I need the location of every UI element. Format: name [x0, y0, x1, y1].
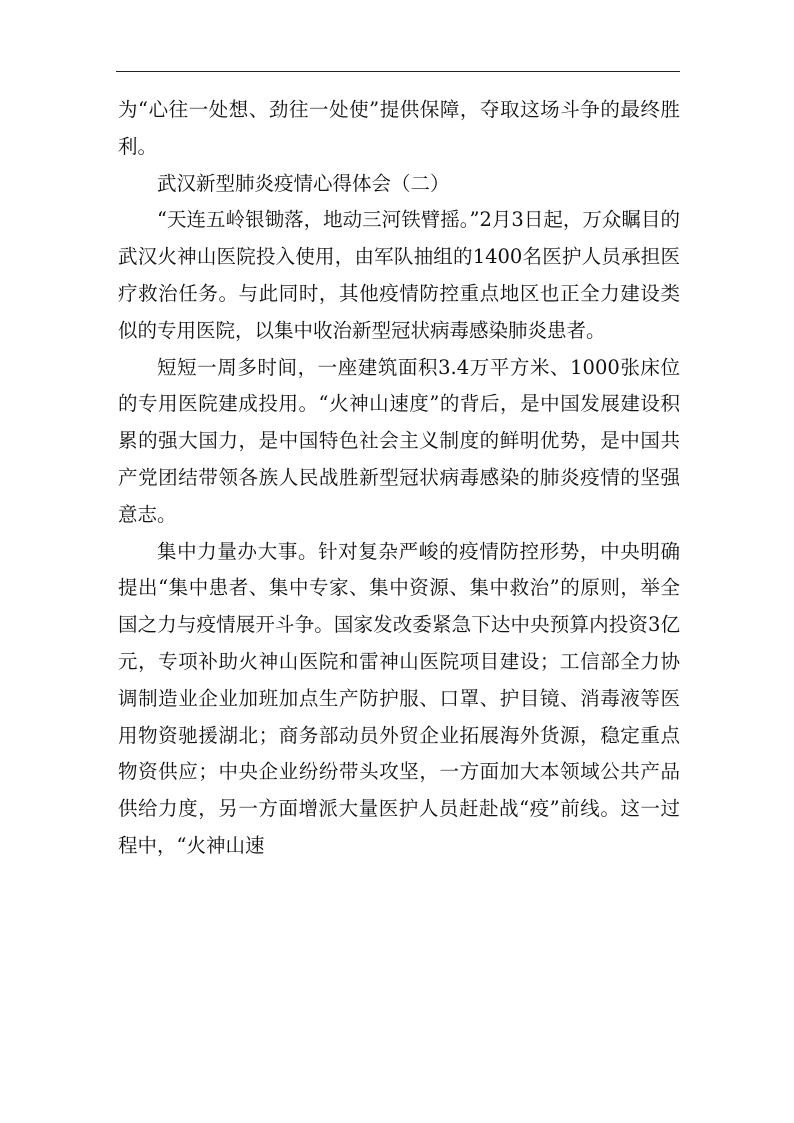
paragraph-speed: 短短一周多时间，一座建筑面积3.4万平方米、1000张床位的专用医院建成投用。“火神山速度”的背后，是中国发展建设积累的强大国力，是中国特色社会主义制度的鲜明优势，是中国共产党团结带领各族人民战胜新型冠状病毒感染的肺炎疫情的坚强意志。 — [118, 355, 680, 526]
paragraph-intro: “天连五岭银锄落，地动三河铁臂摇。”2月3日起，万众瞩目的武汉火神山医院投入使用，由军队抽组的1400名医护人员承担医疗救治任务。与此同时，其他疫情防控重点地区也正全力建设类似的专用医院，以集中收治新型冠状病毒感染肺炎患者。 — [118, 208, 680, 342]
header-rule — [116, 71, 680, 72]
document-body — [118, 92, 680, 865]
paragraph-continuation: 为“心往一处想、劲往一处使”提供保障，夺取这场斗争的最终胜利。 — [118, 98, 680, 158]
section-title: 武汉新型肺炎疫情心得体会（二） — [157, 171, 450, 195]
paragraph-concentrate: 集中力量办大事。针对复杂严峻的疫情防控形势，中央明确提出“集中患者、集中专家、集中资源、集中救治”的原则，举全国之力与疫情展开斗争。国家发改委紧急下达中央预算内投资3亿元，专项补助火神山医院和雷神山医院项目建设；工信部全力协调制造业企业加班加点生产防护服、口罩、护目镜、消毒液等医用物资驰援湖北；商务部动员外贸企业拓展海外货源，稳定重点物资供应；中央企业纷纷带头攻坚，一方面加大本领域公共产品供给力度，另一方面增派大量医护人员赶赴战“疫”前线。这一过程中，“火神山速 — [118, 539, 680, 857]
